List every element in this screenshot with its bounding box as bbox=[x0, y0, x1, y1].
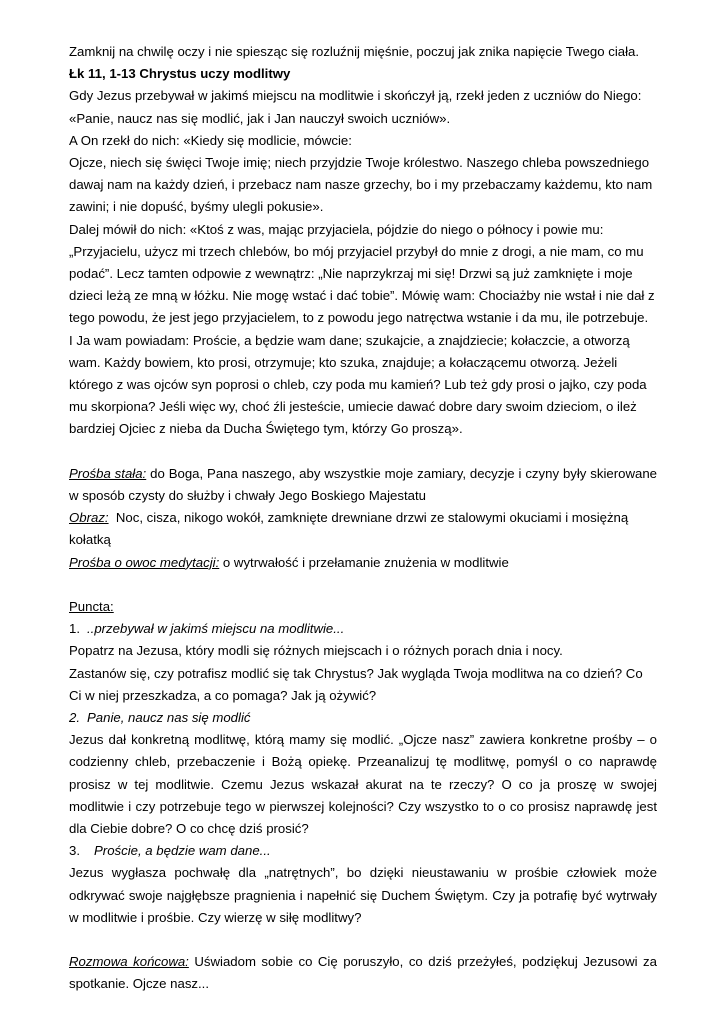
point-3-body: Jezus wygłasza pochwałę dla „natrętnych”, bo dzięki nieustawaniu w prośbie człowiek może odkrywać swoje najgłębsze pragnienia i napełnić się Duchem Świętym. Czy ja potrafię być wytrwały w modlitwie i prośbie. Czy wierzę w siłę modlitwy? bbox=[69, 865, 657, 925]
point-1-title bbox=[69, 618, 657, 640]
puncta-heading: Puncta: bbox=[69, 599, 114, 615]
prosba-stala-text: do Boga, Pana naszego, aby wszystkie moje zamiary, decyzje i czyny były skierowane w sposób czysty do służby i chwały Jego Boskiego Majestatu bbox=[69, 465, 657, 504]
point-1-number: 1. bbox=[69, 621, 80, 637]
point-3-number: 3. bbox=[69, 843, 80, 859]
gospel-ask-seek-knock: I Ja wam powiadam: Proście, a będzie wam dane; szukajcie, a znajdziecie; kołaczcie, a otworzą wam. Każdy bowiem, kto prosi, otrzymuje; kto szuka, znajduje; a kołaczącemu otworzą. Jeżeli którego z was ojców syn poprosi o chleb, czy poda mu kamień? Lub też gdy prosi o jajko, czy poda mu skorpiona? Jeśli więc wy, choć źli jesteście, umiecie dawać dobre dary swoim dzieciom, o ileż bardziej Ojciec z nieba da Ducha Świętego tym, którzy Go proszą». bbox=[69, 332, 647, 437]
rozmowa-text: Uświadom sobie co Cię poruszyło, co dziś przeżyłeś, podziękuj Jezusowi za spotkanie. Ojcze nasz... bbox=[69, 954, 657, 992]
point-1-title-text: ..przebywał w jakimś miejscu na modlitwie... bbox=[87, 621, 345, 637]
prosba-stala bbox=[69, 463, 657, 507]
point-2-title-text: Panie, naucz nas się modlić bbox=[87, 710, 251, 726]
rozmowa-label: Rozmowa końcowa: bbox=[69, 954, 189, 970]
prosba-owoc-label: Prośba o owoc medytacji: bbox=[69, 554, 220, 570]
point-1-body-2: Zastanów się, czy potrafisz modlić się tak Chrystus? Jak wygląda Twoja modlitwa na co dzień? Co Ci w niej przeszkadza, a co pomaga? Jak ją ożywić? bbox=[69, 665, 643, 703]
spacer bbox=[69, 929, 657, 951]
point-2-title bbox=[69, 707, 657, 729]
gospel-line-1: Gdy Jezus przebywał w jakimś miejscu na modlitwie i skończył ją, rzekł jeden z uczniów do Niego: bbox=[69, 88, 642, 104]
prosba-stala-label: Prośba stała: bbox=[69, 465, 147, 481]
intro-text: Zamknij na chwilę oczy i nie spiesząc się rozluźnij mięśnie, poczuj jak znika napięcie Twego ciała. bbox=[69, 44, 640, 59]
gospel-our-father: Ojcze, niech się święci Twoje imię; niech przyjdzie Twoje królestwo. Naszego chleba powszedniego dawaj nam na każdy dzień, i przebacz nam nasze grzechy, bo i my przebaczamy każdemu, kto nam zawini; i nie dopuść, byśmy ulegli pokusie». bbox=[69, 155, 653, 215]
prosba-owoc bbox=[69, 552, 657, 574]
spacer bbox=[69, 574, 657, 596]
gospel-friend-parable: Dalej mówił do nich: «Ktoś z was, mając przyjaciela, pójdzie do niego o północy i powie mu: „Przyjacielu, użycz mi trzech chlebów, bo mój przyjaciel przybył do mnie z drogi, a nie mam, co mu podać”. Lecz tamten odpowie z wewnątrz: „Nie naprzykrzaj mi się! Drzwi są już zamknięte i moje dzieci leżą ze mną w łóżku. Nie mogę wstać i dać tobie”. Mówię wam: Chociażby nie wstał i nie dał z tego powodu, że jest jego przyjacielem, to z powodu jego natręctwa wstanie i da mu, ile potrzebuje. bbox=[69, 221, 655, 326]
obraz-label: Obraz: bbox=[69, 510, 109, 526]
obraz bbox=[69, 507, 657, 551]
gospel-line-3: A On rzekł do nich: «Kiedy się modlicie, mówcie: bbox=[69, 132, 352, 148]
point-3-title bbox=[69, 840, 657, 862]
passage-title: Łk 11, 1-13 Chrystus uczy modlitwy bbox=[69, 66, 291, 82]
point-3-title-text: Proście, a będzie wam dane... bbox=[94, 843, 271, 859]
point-1-body-1: Popatrz na Jezusa, który modli się różnych miejscach i o różnych porach dnia i nocy. bbox=[69, 643, 563, 659]
prosba-owoc-text: o wytrwałość i przełamanie znużenia w modlitwie bbox=[219, 554, 509, 570]
gospel-line-2: «Panie, naucz nas się modlić, jak i Jan nauczył swoich uczniów». bbox=[69, 110, 451, 126]
obraz-text: Noc, cisza, nikogo wokół, zamknięte drewniane drzwi ze stalowymi okuciami i mosiężną kołatką bbox=[69, 510, 632, 548]
point-2-number: 2. bbox=[69, 710, 80, 726]
rozmowa-koncowa bbox=[69, 951, 657, 995]
spacer bbox=[69, 441, 657, 463]
document-page bbox=[69, 41, 657, 996]
point-2-body: Jezus dał konkretną modlitwę, którą mamy się modlić. „Ojcze nasz” zawiera konkretne prośby – o codzienny chleb, przebaczenie i Bożą opiekę. Przeanalizuj tę modlitwę, pomyśl o co naprawdę prosisz w tej modlitwie. Czemu Jezus wskazał akurat na te rzeczy? O co ja proszę w swojej modlitwie i czy potrzebuje tego w pierwszej kolejności? Czy wszystko to o co prosisz naprawdę jest dla Ciebie dobre? O co chcę dziś prosić? bbox=[69, 732, 657, 837]
